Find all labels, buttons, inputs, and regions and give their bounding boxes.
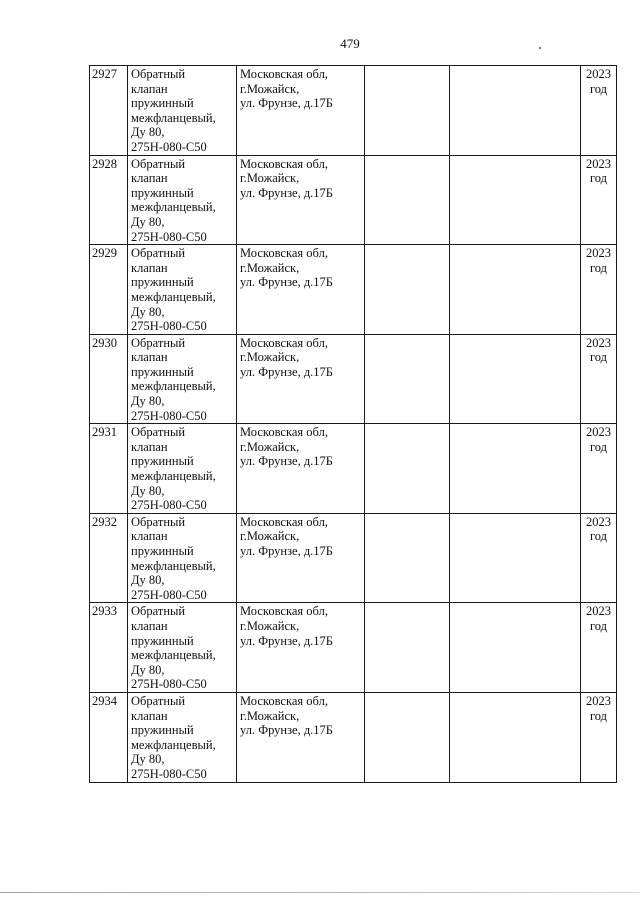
empty-cell <box>450 155 581 245</box>
item-name-line: Ду 80, <box>131 394 165 409</box>
address-line: Московская обл, <box>240 514 328 529</box>
year-line: год <box>589 171 608 186</box>
address-cell <box>237 245 365 335</box>
empty-cell <box>450 245 581 335</box>
year-cell <box>581 424 617 514</box>
address-line: Московская обл, <box>240 425 328 440</box>
address-line: Московская обл, <box>240 67 328 81</box>
item-name-line: пружинный <box>131 275 194 290</box>
address-line: Московская обл, <box>240 604 328 619</box>
address-line: г.Можайск, <box>240 260 300 275</box>
year-line: 2023 <box>586 246 611 261</box>
year-cell <box>581 66 617 156</box>
year-line: 2023 <box>586 67 611 81</box>
table-row <box>90 66 617 156</box>
row-number-cell: 2931 <box>90 424 128 514</box>
item-name-line: Обратный <box>131 156 186 171</box>
item-name-line: Обратный <box>131 425 186 440</box>
item-name-line: Ду 80, <box>131 483 165 498</box>
item-name-line: пружинный <box>131 544 194 558</box>
empty-cell <box>450 424 581 514</box>
address-cell <box>237 603 365 693</box>
address-line: г.Можайск, <box>240 529 300 544</box>
year-line: год <box>589 618 608 633</box>
item-name-line: межфланцевый, <box>131 110 216 125</box>
item-name-line: Ду 80, <box>131 125 165 140</box>
year-cell <box>581 334 617 424</box>
item-name-line: Обратный <box>131 514 186 529</box>
empty-cell <box>450 513 581 603</box>
year-cell <box>581 155 617 245</box>
item-name-line: клапан <box>131 171 168 186</box>
item-name-line: пружинный <box>131 185 194 200</box>
year-line: 2023 <box>586 604 611 619</box>
item-name-cell <box>128 245 237 335</box>
item-name-line: Ду 80, <box>131 573 165 588</box>
empty-cell <box>365 424 450 514</box>
registry-table <box>89 65 617 783</box>
item-name-line: 275Н-080-С50 <box>131 766 207 781</box>
item-name-line: Обратный <box>131 67 186 81</box>
item-name-line: 275Н-080-С50 <box>131 319 207 334</box>
address-cell <box>237 424 365 514</box>
address-line: г.Можайск, <box>240 81 300 96</box>
year-line: год <box>589 439 608 454</box>
item-name-line: Обратный <box>131 693 186 708</box>
item-name-line: клапан <box>131 439 168 454</box>
table-row <box>90 692 617 782</box>
scan-bottom-edge <box>0 892 640 893</box>
item-name-cell <box>128 334 237 424</box>
empty-cell <box>450 603 581 693</box>
empty-cell <box>365 155 450 245</box>
address-line: Московская обл, <box>240 693 328 708</box>
address-line: ул. Фрунзе, д.17Б <box>240 96 333 111</box>
item-name-line: межфланцевый, <box>131 558 216 573</box>
item-name-line: межфланцевый, <box>131 737 216 752</box>
year-line: 2023 <box>586 693 611 708</box>
empty-cell <box>365 334 450 424</box>
empty-cell <box>365 245 450 335</box>
year-line: 2023 <box>586 156 611 171</box>
table-row <box>90 603 617 693</box>
year-cell <box>581 245 617 335</box>
empty-cell <box>450 692 581 782</box>
year-cell <box>581 603 617 693</box>
item-name-line: Обратный <box>131 604 186 619</box>
item-name-line: клапан <box>131 81 168 96</box>
year-line: 2023 <box>586 514 611 529</box>
row-number-cell: 2930 <box>90 334 128 424</box>
item-name-line: 275Н-080-С50 <box>131 408 207 423</box>
address-line: г.Можайск, <box>240 439 300 454</box>
item-name-line: Ду 80, <box>131 662 165 677</box>
row-number-cell: 2929 <box>90 245 128 335</box>
item-name-line: 275Н-080-С50 <box>131 677 207 692</box>
table-row <box>90 334 617 424</box>
address-line: ул. Фрунзе, д.17Б <box>240 275 333 290</box>
item-name-cell <box>128 513 237 603</box>
item-name-line: клапан <box>131 708 168 723</box>
year-line: год <box>589 81 608 96</box>
item-name-cell <box>128 603 237 693</box>
address-line: г.Можайск, <box>240 618 300 633</box>
empty-cell <box>365 513 450 603</box>
item-name-line: межфланцевый, <box>131 648 216 663</box>
address-line: Московская обл, <box>240 156 328 171</box>
item-name-cell <box>128 692 237 782</box>
empty-cell <box>450 334 581 424</box>
table-row <box>90 245 617 335</box>
year-line: год <box>589 350 608 365</box>
row-number-cell: 2928 <box>90 155 128 245</box>
item-name-cell <box>128 424 237 514</box>
item-name-line: Обратный <box>131 335 186 350</box>
table-row <box>90 424 617 514</box>
item-name-line: клапан <box>131 260 168 275</box>
address-cell <box>237 513 365 603</box>
empty-cell <box>365 603 450 693</box>
table-row <box>90 155 617 245</box>
row-number-cell: 2934 <box>90 692 128 782</box>
address-line: ул. Фрунзе, д.17Б <box>240 544 333 558</box>
item-name-line: 275Н-080-С50 <box>131 498 207 513</box>
item-name-line: Ду 80, <box>131 214 165 229</box>
item-name-line: пружинный <box>131 454 194 469</box>
table-row <box>90 513 617 603</box>
item-name-line: 275Н-080-С50 <box>131 587 207 602</box>
empty-cell <box>450 66 581 156</box>
row-number-cell: 2932 <box>90 513 128 603</box>
address-line: ул. Фрунзе, д.17Б <box>240 633 333 648</box>
item-name-line: межфланцевый, <box>131 289 216 304</box>
address-line: ул. Фрунзе, д.17Б <box>240 723 333 738</box>
address-line: ул. Фрунзе, д.17Б <box>240 185 333 200</box>
address-line: ул. Фрунзе, д.17Б <box>240 364 333 379</box>
item-name-line: 275Н-080-С50 <box>131 229 207 244</box>
address-line: г.Можайск, <box>240 708 300 723</box>
item-name-line: клапан <box>131 618 168 633</box>
item-name-line: межфланцевый, <box>131 379 216 394</box>
item-name-line: пружинный <box>131 723 194 738</box>
item-name-cell <box>128 155 237 245</box>
item-name-line: межфланцевый, <box>131 469 216 484</box>
scan-speck <box>539 47 541 49</box>
item-name-line: Ду 80, <box>131 304 165 319</box>
year-line: год <box>589 260 608 275</box>
address-cell <box>237 692 365 782</box>
item-name-line: клапан <box>131 529 168 544</box>
year-line: год <box>589 529 608 544</box>
address-cell <box>237 66 365 156</box>
row-number-cell: 2933 <box>90 603 128 693</box>
empty-cell <box>365 66 450 156</box>
year-cell <box>581 513 617 603</box>
year-line: 2023 <box>586 425 611 440</box>
registry-table-body <box>90 66 617 783</box>
item-name-line: пружинный <box>131 633 194 648</box>
address-line: Московская обл, <box>240 335 328 350</box>
page-number: 479 <box>340 36 360 51</box>
item-name-line: Ду 80, <box>131 752 165 767</box>
item-name-line: межфланцевый, <box>131 200 216 215</box>
year-line: 2023 <box>586 335 611 350</box>
address-line: Московская обл, <box>240 246 328 261</box>
item-name-line: пружинный <box>131 96 194 111</box>
item-name-line: 275Н-080-С50 <box>131 139 207 154</box>
item-name-line: Обратный <box>131 246 186 261</box>
empty-cell <box>365 692 450 782</box>
year-cell <box>581 692 617 782</box>
item-name-line: пружинный <box>131 364 194 379</box>
address-cell <box>237 334 365 424</box>
address-line: г.Можайск, <box>240 350 300 365</box>
address-line: г.Можайск, <box>240 171 300 186</box>
address-cell <box>237 155 365 245</box>
item-name-line: клапан <box>131 350 168 365</box>
address-line: ул. Фрунзе, д.17Б <box>240 454 333 469</box>
item-name-cell <box>128 66 237 156</box>
year-line: год <box>589 708 608 723</box>
row-number-cell: 2927 <box>90 66 128 156</box>
